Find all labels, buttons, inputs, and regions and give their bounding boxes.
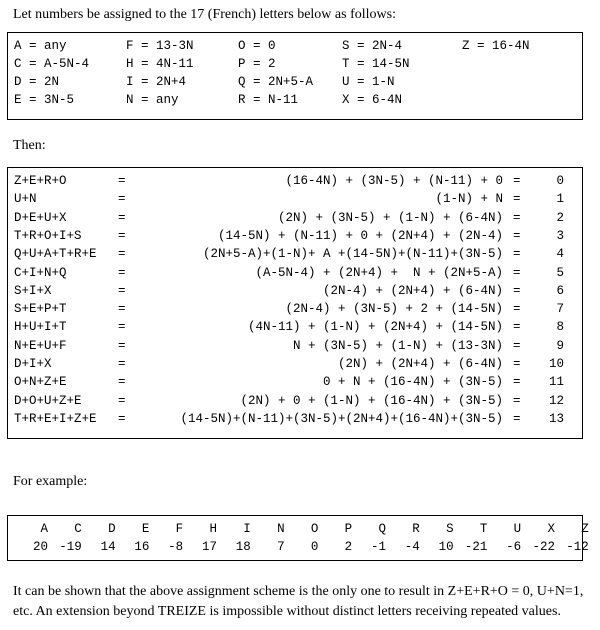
example-letter: U xyxy=(513,522,522,536)
equation-row xyxy=(8,394,582,412)
assignment-col1-0: A = any xyxy=(14,39,67,53)
equation-row xyxy=(8,302,582,320)
equation-result: 12 xyxy=(548,393,564,408)
example-value: -1 xyxy=(370,540,386,554)
equation-lhs: O+N+Z+E xyxy=(14,375,67,390)
then-label: Then: xyxy=(13,138,46,153)
example-letter: C xyxy=(74,522,82,536)
equation-equals-result: = xyxy=(513,174,521,188)
assignment-col3-1: P = 2 xyxy=(238,57,276,71)
equation-equals-result: = xyxy=(513,192,521,207)
equation-equals: = xyxy=(118,174,126,188)
equation-equals: = xyxy=(118,283,126,298)
equation-row xyxy=(8,174,582,192)
equation-equals-result: = xyxy=(513,320,521,335)
equation-rhs: (16-4N) + (3N-5) + (N-11) + 0 xyxy=(285,174,503,188)
equation-result: 8 xyxy=(556,320,564,335)
assignment-col1-2: D = 2N xyxy=(14,75,60,89)
equation-equals-result: = xyxy=(513,302,521,317)
equation-lhs: D+O+U+Z+E xyxy=(14,393,82,408)
equation-row xyxy=(8,357,582,375)
equation-equals-result: = xyxy=(513,283,521,298)
example-letter: N xyxy=(277,522,285,536)
equation-rhs: (2N) + (2N+4) + (6-4N) xyxy=(337,357,503,371)
equation-lhs: H+U+I+T xyxy=(14,320,67,335)
equation-rhs: (2N-4) + (2N+4) + (6-4N) xyxy=(322,283,503,298)
equation-rhs: (2N) + (3N-5) + (1-N) + (6-4N) xyxy=(277,210,503,225)
example-value: -12 xyxy=(566,540,589,554)
equation-result: 7 xyxy=(556,302,564,317)
equation-rhs: (4N-11) + (1-N) + (2N+4) + (14-5N) xyxy=(247,320,503,335)
assignment-col4-2: U = 1-N xyxy=(342,75,395,89)
equation-result: 4 xyxy=(556,247,564,262)
example-label: For example: xyxy=(13,474,88,489)
equation-row xyxy=(8,192,582,210)
equation-rhs: (2N) + 0 + (1-N) + (16-4N) + (3N-5) xyxy=(240,393,503,408)
conclusion-line-1: It can be shown that the above assignment scheme is the only one to result in Z+E+R+O = 0, U+N=1, xyxy=(13,584,584,599)
example-letter: I xyxy=(243,522,251,536)
equation-equals: = xyxy=(118,411,126,426)
assignment-col2-3: N = any xyxy=(126,93,179,107)
equation-equals-result: = xyxy=(513,338,521,353)
equation-equals-result: = xyxy=(513,393,521,408)
equation-rhs: (2N+5-A)+(1-N)+ A +(14-5N)+(N-11)+(3N-5) xyxy=(202,247,503,262)
assignment-col3-2: Q = 2N+5-A xyxy=(238,75,314,89)
equation-lhs: D+E+U+X xyxy=(14,210,67,225)
example-value: 18 xyxy=(235,540,251,554)
equation-lhs: S+E+P+T xyxy=(14,302,67,317)
equation-result: 10 xyxy=(548,357,564,371)
equation-equals-result: = xyxy=(513,265,521,280)
assignment-col4-0: S = 2N-4 xyxy=(342,39,403,53)
example-box xyxy=(7,515,589,561)
equation-rhs: N + (3N-5) + (1-N) + (13-3N) xyxy=(292,338,503,353)
equation-equals: = xyxy=(118,302,126,317)
equation-row xyxy=(8,266,582,284)
example-value: 16 xyxy=(134,540,150,554)
example-letter: Q xyxy=(378,522,386,536)
equation-lhs: Z+E+R+O xyxy=(14,174,67,188)
example-value: -6 xyxy=(506,540,522,554)
equation-row xyxy=(8,320,582,338)
assignment-col1-3: E = 3N-5 xyxy=(14,93,75,107)
equation-lhs: Q+U+A+T+R+E xyxy=(14,247,97,262)
assignment-col2-1: H = 4N-11 xyxy=(126,57,194,71)
example-letter: H xyxy=(209,522,217,536)
example-value: 14 xyxy=(100,540,116,554)
example-value: 20 xyxy=(32,540,48,554)
equation-row xyxy=(8,247,582,265)
equation-equals: = xyxy=(118,375,126,390)
example-value: -21 xyxy=(464,540,488,554)
equation-result: 6 xyxy=(556,283,564,298)
equation-row xyxy=(8,375,582,393)
example-letter: E xyxy=(141,522,150,536)
equation-lhs: T+R+E+I+Z+E xyxy=(14,411,97,426)
equation-equals-result: = xyxy=(513,228,521,243)
assignment-col4-1: T = 14-5N xyxy=(342,57,410,71)
equation-equals: = xyxy=(118,192,126,207)
assignment-col3-3: R = N-11 xyxy=(238,93,299,107)
conclusion-text xyxy=(13,582,593,622)
example-letter: S xyxy=(446,522,454,536)
example-value: -4 xyxy=(404,540,420,554)
equation-equals-result: = xyxy=(513,247,521,262)
equation-rhs: (14-5N) + (N-11) + 0 + (2N+4) + (2N-4) xyxy=(217,228,503,243)
equation-rhs: 0 + N + (16-4N) + (3N-5) xyxy=(322,375,503,390)
example-letter: D xyxy=(108,522,116,536)
example-value: -8 xyxy=(168,540,184,554)
equation-result: 0 xyxy=(556,174,564,188)
equation-row xyxy=(8,229,582,247)
example-value: 7 xyxy=(277,540,285,554)
equation-rhs: (2N-4) + (3N-5) + 2 + (14-5N) xyxy=(285,302,503,317)
equation-equals: = xyxy=(118,320,126,335)
equation-result: 5 xyxy=(556,265,564,280)
equation-equals: = xyxy=(118,393,126,408)
equations-box xyxy=(7,167,583,439)
equation-equals: = xyxy=(118,210,126,225)
example-letter: T xyxy=(479,522,488,536)
equation-rhs: (14-5N)+(N-11)+(3N-5)+(2N+4)+(16-4N)+(3N-5) xyxy=(180,411,503,426)
assignment-col5-0: Z = 16-4N xyxy=(462,39,530,53)
assignment-col2-2: I = 2N+4 xyxy=(126,75,187,89)
equation-lhs: C+I+N+Q xyxy=(14,265,67,280)
equation-result: 11 xyxy=(548,375,564,390)
equation-lhs: N+E+U+F xyxy=(14,338,67,353)
equation-rhs: (1-N) + N xyxy=(435,192,503,207)
equation-result: 1 xyxy=(556,192,564,207)
example-letter: P xyxy=(344,522,353,536)
equation-row xyxy=(8,211,582,229)
equation-equals-result: = xyxy=(513,210,521,225)
example-letter: X xyxy=(547,522,555,536)
assignment-col4-3: X = 6-4N xyxy=(342,93,403,107)
equation-equals: = xyxy=(118,357,126,371)
equation-equals: = xyxy=(118,338,126,353)
example-letter: A xyxy=(40,522,48,536)
equation-equals-result: = xyxy=(513,375,521,390)
intro-text: Let numbers be assigned to the 17 (French) letters below as follows: xyxy=(13,7,396,22)
equation-lhs: U+N xyxy=(14,192,37,207)
example-letter: Z xyxy=(581,522,589,536)
assignment-col3-0: O = 0 xyxy=(238,39,276,53)
equation-lhs: T+R+O+I+S xyxy=(14,228,82,243)
example-letter: F xyxy=(175,522,184,536)
example-value: -19 xyxy=(59,540,82,554)
equation-rhs: (A-5N-4) + (2N+4) + N + (2N+5-A) xyxy=(255,265,503,280)
equation-equals-result: = xyxy=(513,411,521,426)
equation-result: 2 xyxy=(556,210,564,225)
assignment-col2-0: F = 13-3N xyxy=(126,39,194,53)
example-letter: O xyxy=(310,522,319,536)
conclusion-line-2: etc. An extension beyond TREIZE is impossible without distinct letters receiving repeated values. xyxy=(13,604,561,619)
equation-lhs: S+I+X xyxy=(14,283,52,298)
equation-lhs: D+I+X xyxy=(14,357,52,371)
assignment-col1-1: C = A-5N-4 xyxy=(14,57,90,71)
equation-row xyxy=(8,339,582,357)
equation-equals: = xyxy=(118,228,126,243)
example-value: 0 xyxy=(310,540,319,554)
example-value: 10 xyxy=(438,540,454,554)
equation-result: 3 xyxy=(556,228,564,243)
equation-equals-result: = xyxy=(513,357,521,371)
equation-equals: = xyxy=(118,247,126,262)
example-value: 17 xyxy=(201,540,217,554)
example-value: -22 xyxy=(532,540,555,554)
example-value: 2 xyxy=(344,540,353,554)
equation-row xyxy=(8,284,582,302)
equation-row xyxy=(8,412,582,430)
equation-result: 9 xyxy=(556,338,564,353)
assignments-box xyxy=(7,32,583,120)
example-letter: R xyxy=(412,522,420,536)
equation-result: 13 xyxy=(548,411,564,426)
equation-equals: = xyxy=(118,265,126,280)
